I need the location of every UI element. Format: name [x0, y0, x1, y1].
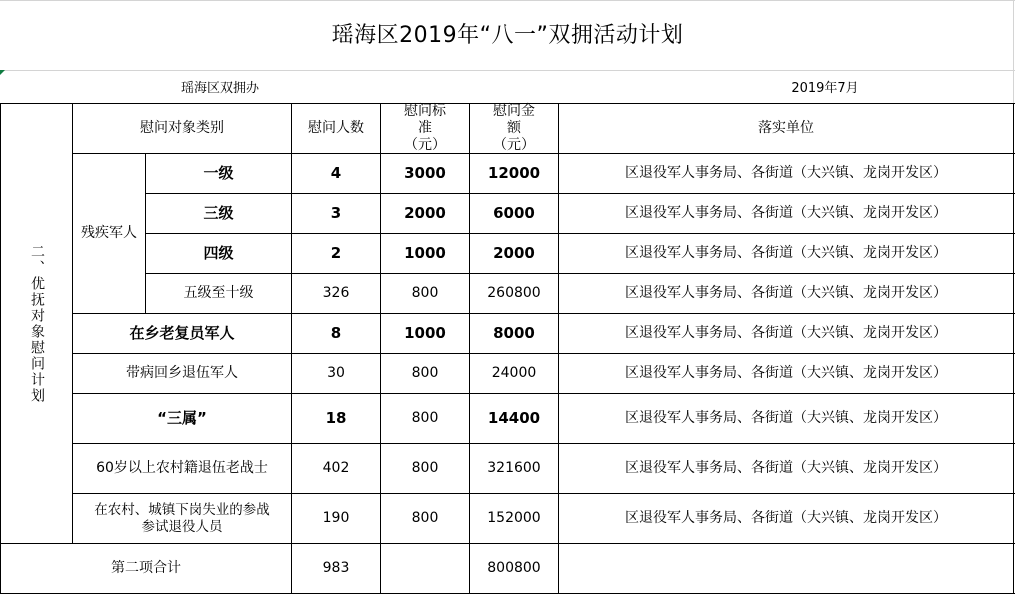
- date-label: 2019年7月: [791, 81, 859, 96]
- table-row-unit: 区退役军人事务局、各街道（大兴镇、龙岗开发区）: [625, 165, 947, 181]
- table-row-amount: 260800: [487, 285, 541, 301]
- table-row-count: 3: [330, 204, 342, 222]
- table-row-category: “三属”: [157, 409, 207, 427]
- table-row-standard: 1000: [404, 244, 446, 262]
- table-row-amount: 14400: [487, 409, 541, 427]
- header-count: 慰问人数: [308, 120, 364, 136]
- table-row-count: 4: [330, 164, 342, 182]
- table-row-amount: 2000: [493, 244, 535, 262]
- table-row-amount: 152000: [487, 510, 541, 526]
- table-row-category: 60岁以上农村籍退伍老战士: [96, 460, 268, 476]
- table-row-category: 带病回乡退伍军人: [126, 365, 238, 381]
- table-row-count: 2: [330, 244, 342, 262]
- table-row-standard: 800: [411, 510, 439, 526]
- table-row-category: 三级: [203, 204, 234, 222]
- table-row-standard: 800: [411, 460, 439, 476]
- table-row-category: 在农村、城镇下岗失业的参战参试退役人员: [94, 501, 270, 535]
- cell-marker-icon: [0, 70, 5, 75]
- table-row-unit: 区退役军人事务局、各街道（大兴镇、龙岗开发区）: [625, 285, 947, 301]
- section-label-cell: [1, 104, 72, 543]
- table-row-standard: 2000: [404, 204, 446, 222]
- table-row-count: 8: [330, 324, 342, 342]
- header-unit: 落实单位: [758, 120, 814, 136]
- table-row-unit: 区退役军人事务局、各街道（大兴镇、龙岗开发区）: [625, 410, 947, 426]
- total-standard: [381, 544, 469, 593]
- table-row-unit: 区退役军人事务局、各街道（大兴镇、龙岗开发区）: [625, 510, 947, 526]
- total-label: 第二项合计: [111, 560, 181, 576]
- page-title: 瑶海区2019年“八一”双拥活动计划: [331, 22, 684, 48]
- header-category: 慰问对象类别: [140, 120, 224, 136]
- table-row-count: 190: [322, 510, 350, 526]
- table-row-amount: 321600: [487, 460, 541, 476]
- total-count: 983: [322, 560, 350, 576]
- table-row-standard: 1000: [404, 324, 446, 342]
- table-row-category: 四级: [203, 244, 234, 262]
- table-row-count: 402: [322, 460, 350, 476]
- table-row-amount: 12000: [487, 164, 541, 182]
- table-row-unit: 区退役军人事务局、各街道（大兴镇、龙岗开发区）: [625, 245, 947, 261]
- table-row-amount: 6000: [493, 204, 535, 222]
- table-row-standard: 800: [411, 285, 439, 301]
- table-row-count: 30: [327, 365, 345, 381]
- table-row-unit: 区退役军人事务局、各街道（大兴镇、龙岗开发区）: [625, 205, 947, 221]
- table-row-amount: 24000: [491, 365, 537, 381]
- header-standard: 慰问标准（元）: [404, 103, 446, 153]
- table-row-category: 在乡老复员军人: [129, 324, 235, 342]
- table-row-standard: 3000: [404, 164, 446, 182]
- disabled-group-label: 残疾军人: [81, 225, 137, 241]
- table-row-unit: 区退役军人事务局、各街道（大兴镇、龙岗开发区）: [625, 460, 947, 476]
- total-amount: 800800: [487, 560, 541, 576]
- table-row-count: 326: [322, 285, 350, 301]
- table-row-amount: 8000: [493, 324, 535, 342]
- total-unit: [559, 544, 1013, 593]
- table-row-unit: 区退役军人事务局、各街道（大兴镇、龙岗开发区）: [625, 365, 947, 381]
- table-row-unit: 区退役军人事务局、各街道（大兴镇、龙岗开发区）: [625, 325, 947, 341]
- header-amount: 慰问金额（元）: [493, 103, 535, 153]
- table-row-standard: 800: [411, 410, 439, 426]
- table-row-count: 18: [325, 409, 347, 427]
- table-row-standard: 800: [411, 365, 439, 381]
- org-label: 瑶海区双拥办: [180, 81, 259, 96]
- section-label: 二、优抚对象慰问计划: [29, 243, 45, 404]
- table-row-category: 五级至十级: [183, 285, 254, 301]
- table-row-category: 一级: [203, 164, 234, 182]
